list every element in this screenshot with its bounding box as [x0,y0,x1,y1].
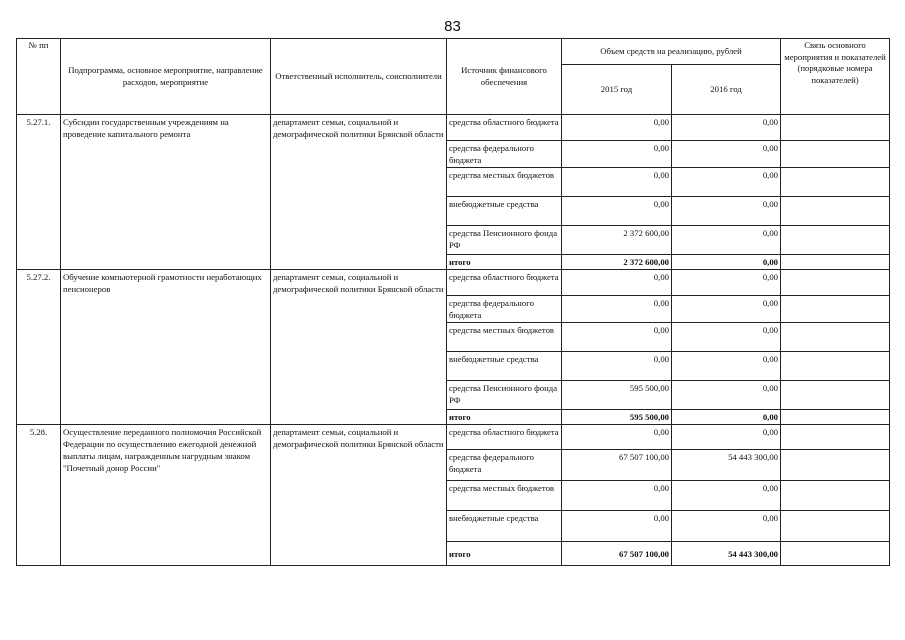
value-2016: 0,00 [672,168,781,197]
value-2015: 0,00 [562,323,672,352]
link-cell [781,296,890,323]
header-2015: 2015 год [562,65,672,115]
link-cell [781,481,890,511]
value-2016: 54 443 300,00 [672,450,781,481]
section-name: Субсидии государственным учреждениям на проведение капитального ремонта [61,115,271,270]
section-num: 5.27.2. [17,270,61,425]
value-2016: 0,00 [672,296,781,323]
link-cell [781,323,890,352]
section-num: 5.27.1. [17,115,61,270]
source-cell: внебюджетные средства [447,511,562,542]
link-cell [781,226,890,255]
value-2015: 2 372 600,00 [562,226,672,255]
source-cell: средства Пенсионного фонда РФ [447,381,562,410]
value-2015: 0,00 [562,197,672,226]
value-2015: 0,00 [562,296,672,323]
source-cell: средства областного бюджета [447,115,562,141]
link-cell [781,255,890,270]
link-cell [781,542,890,566]
header-volume: Объем средств на реализацию, рублей [562,39,781,65]
link-cell [781,352,890,381]
value-2016: 0,00 [672,197,781,226]
link-cell [781,381,890,410]
value-2016: 0,00 [672,381,781,410]
section-executor: департамент семьи, социальной и демографической политики Брянской области [271,270,447,425]
value-2016: 0,00 [672,352,781,381]
value-2016: 0,00 [672,270,781,296]
value-2015: 0,00 [562,141,672,168]
header-link: Связь основного мероприятия и показателей (порядковые номера показателей) [781,39,890,115]
section-executor: департамент семьи, социальной и демографической политики Брянской области [271,425,447,566]
header-num: № пп [17,39,61,115]
total-label: итого [447,255,562,270]
value-2015: 0,00 [562,352,672,381]
value-2016: 0,00 [672,323,781,352]
value-2015: 67 507 100,00 [562,450,672,481]
link-cell [781,197,890,226]
value-2015: 0,00 [562,425,672,450]
header-executor: Ответственный исполнитель, соисполнители [271,39,447,115]
value-2015: 0,00 [562,168,672,197]
value-2016: 0,00 [672,141,781,168]
section-name: Обучение компьютерной грамотности неработающих пенсионеров [61,270,271,425]
link-cell [781,410,890,425]
budget-table [16,38,890,566]
value-2016: 0,00 [672,425,781,450]
link-cell [781,270,890,296]
section-num: 5.28. [17,425,61,566]
link-cell [781,168,890,197]
value-2016: 0,00 [672,511,781,542]
value-2015: 0,00 [562,270,672,296]
source-cell: средства Пенсионного фонда РФ [447,226,562,255]
section-name: Осуществление переданного полномочия Российской Федерации по осуществлению ежегодной денежной выплаты лицам, награжденным нагрудным знаком "Почетный донор России" [61,425,271,566]
total-2015: 2 372 600,00 [562,255,672,270]
header-program: Подпрограмма, основное мероприятие, направление расходов, мероприятие [61,39,271,115]
source-cell: внебюджетные средства [447,352,562,381]
total-2015: 595 500,00 [562,410,672,425]
value-2016: 0,00 [672,481,781,511]
source-cell: средства местных бюджетов [447,168,562,197]
source-cell: средства областного бюджета [447,270,562,296]
total-2016: 0,00 [672,255,781,270]
source-cell: средства местных бюджетов [447,323,562,352]
source-cell: средства федерального бюджета [447,141,562,168]
value-2015: 595 500,00 [562,381,672,410]
source-cell: средства областного бюджета [447,425,562,450]
source-cell: средства федерального бюджета [447,296,562,323]
section-executor: департамент семьи, социальной и демографической политики Брянской области [271,115,447,270]
value-2015: 0,00 [562,115,672,141]
header-source: Источник финансового обеспечения [447,39,562,115]
source-cell: внебюджетные средства [447,197,562,226]
total-2016: 0,00 [672,410,781,425]
source-cell: средства федерального бюджета [447,450,562,481]
total-2015: 67 507 100,00 [562,542,672,566]
value-2016: 0,00 [672,226,781,255]
source-cell: средства местных бюджетов [447,481,562,511]
link-cell [781,115,890,141]
link-cell [781,425,890,450]
link-cell [781,511,890,542]
header-2016: 2016 год [672,65,781,115]
value-2015: 0,00 [562,481,672,511]
total-2016: 54 443 300,00 [672,542,781,566]
value-2015: 0,00 [562,511,672,542]
total-label: итого [447,542,562,566]
value-2016: 0,00 [672,115,781,141]
total-label: итого [447,410,562,425]
link-cell [781,450,890,481]
page-number: 83 [444,18,461,35]
link-cell [781,141,890,168]
